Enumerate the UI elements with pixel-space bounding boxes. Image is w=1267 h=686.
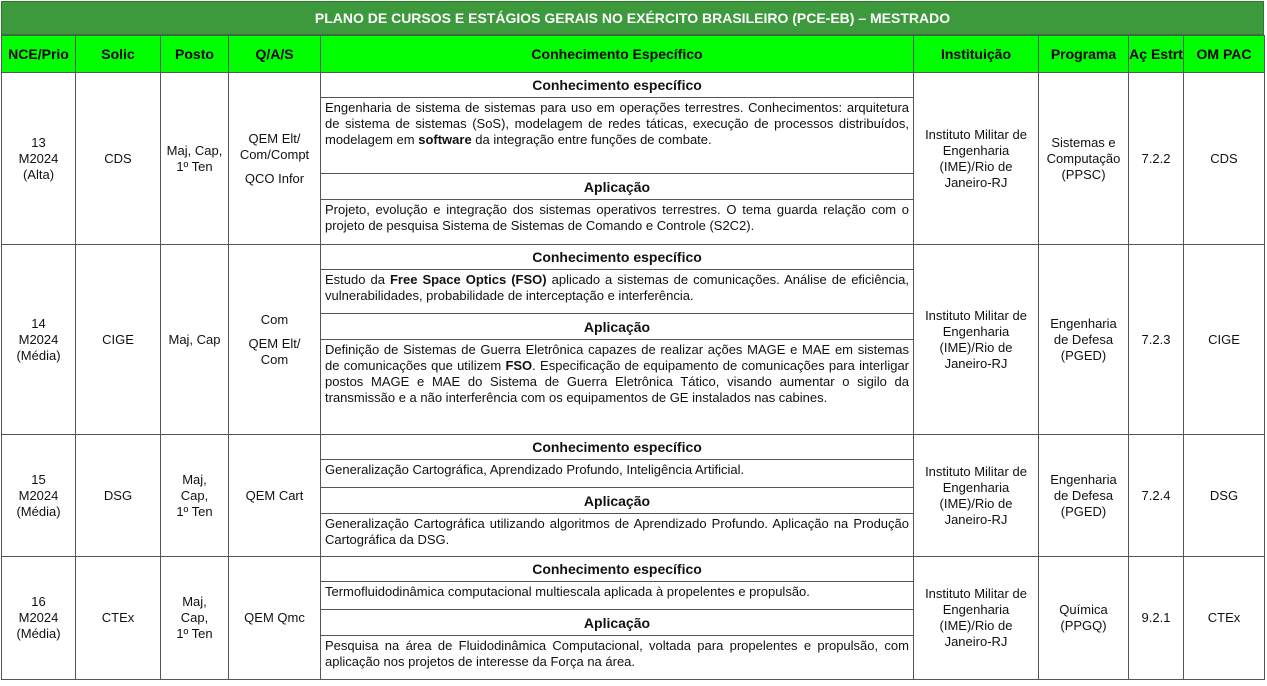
solic-cell: CIGE (76, 245, 161, 435)
knowledge-subheader: Conhecimento específico (321, 435, 913, 460)
knowledge-text: Generalização Cartográfica, Aprendizado Profundo, Inteligência Artificial. (321, 460, 913, 488)
table-row (2, 557, 1265, 680)
knowledge-text: Termofluidodinâmica computacional multiescala aplicada à propelentes e propulsão. (321, 582, 913, 610)
knowledge-subheader: Conhecimento específico (321, 73, 913, 98)
knowledge-subheader: Conhecimento específico (321, 557, 913, 582)
table-row (2, 73, 1265, 245)
application-text: Definição de Sistemas de Guerra Eletrônica capazes de realizar ações MAGE e MAE em sistemas de comunicações que utilizem FSO. Especificação de equipamento de comunicações para interligar postos MAGE e MAE do Sistema de Guerra Eletrônica Tático, visando aumentar o sigilo da transmissão e a não interferência com os equipamentos de GE instalados nas cabines. (325, 342, 909, 405)
om-pac-cell: CDS (1184, 73, 1265, 245)
document-page (1, 1, 1264, 680)
header-qas: Q/A/S (229, 36, 321, 73)
nce-cell: 14 M2024 (Média) (2, 245, 76, 435)
application-subheader: Aplicação (321, 174, 913, 200)
qas-cell: QEM Elt/ Com/Compt QCO Infor (229, 73, 321, 245)
header-om-pac: OM PAC (1184, 36, 1265, 73)
programa-cell: Sistemas e Computação (PPSC) (1039, 73, 1129, 245)
application-text: Generalização Cartográfica utilizando algoritmos de Aprendizado Profundo. Aplicação na Produção Cartográfica da DSG. (325, 516, 909, 547)
qas-cell: Com QEM Elt/ Com (229, 245, 321, 435)
solic-cell: CTEx (76, 557, 161, 680)
om-pac-cell: DSG (1184, 435, 1265, 557)
knowledge-subheader: Conhecimento específico (321, 245, 913, 270)
instituicao-cell: Instituto Militar de Engenharia (IME)/Rio de Janeiro-RJ (914, 435, 1039, 557)
header-ac-estrt: Aç Estrt (1129, 36, 1184, 73)
ac-estrt-cell: 7.2.2 (1129, 73, 1184, 245)
knowledge-text: Estudo da Free Space Optics (FSO) aplicado a sistemas de comunicações. Análise de eficiência, vulnerabilidades, probabilidade de interceptação e interferência. (321, 270, 913, 314)
programa-cell: Engenharia de Defesa (PGED) (1039, 435, 1129, 557)
header-solic: Solic (76, 36, 161, 73)
header-programa: Programa (1039, 36, 1129, 73)
om-pac-cell: CTEx (1184, 557, 1265, 680)
conhecimento-cell (321, 557, 914, 680)
application-subheader: Aplicação (321, 488, 913, 514)
programa-cell: Química (PPGQ) (1039, 557, 1129, 680)
ac-estrt-cell: 9.2.1 (1129, 557, 1184, 680)
application-text: Projeto, evolução e integração dos sistemas operativos terrestres. O tema guarda relação com o projeto de pesquisa Sistema de Sistemas de Comando e Controle (S2C2). (325, 202, 909, 233)
programa-cell: Engenharia de Defesa (PGED) (1039, 245, 1129, 435)
posto-cell: Maj, Cap (161, 245, 229, 435)
conhecimento-cell (321, 245, 914, 435)
ac-estrt-cell: 7.2.3 (1129, 245, 1184, 435)
qas-cell: QEM Qmc (229, 557, 321, 680)
ac-estrt-cell: 7.2.4 (1129, 435, 1184, 557)
application-subheader: Aplicação (321, 610, 913, 636)
posto-cell: Maj, Cap, 1º Ten (161, 557, 229, 680)
nce-cell: 16 M2024 (Média) (2, 557, 76, 680)
application-subheader: Aplicação (321, 314, 913, 340)
application-text: Pesquisa na área de Fluidodinâmica Computacional, voltada para propelentes e propulsão, com aplicação nos projetos de interesse da Força na área. (325, 638, 909, 669)
nce-cell: 13 M2024 (Alta) (2, 73, 76, 245)
header-nce-prio: NCE/Prio (2, 36, 76, 73)
header-instituicao: Instituição (914, 36, 1039, 73)
table-row (2, 245, 1265, 435)
instituicao-cell: Instituto Militar de Engenharia (IME)/Rio de Janeiro-RJ (914, 245, 1039, 435)
document-title: PLANO DE CURSOS E ESTÁGIOS GERAIS NO EXÉRCITO BRASILEIRO (PCE-EB) – MESTRADO (1, 1, 1264, 35)
header-conhecimento: Conhecimento Específico (321, 36, 914, 73)
courses-table (1, 35, 1265, 680)
conhecimento-cell (321, 73, 914, 245)
knowledge-text: Engenharia de sistema de sistemas para uso em operações terrestres. Conhecimentos: arquitetura de sistema de sistemas (SoS), modelagem de redes táticas, execução de processos distribuídos, modelagem em software da integração entre funções de combate. (321, 98, 913, 174)
instituicao-cell: Instituto Militar de Engenharia (IME)/Rio de Janeiro-RJ (914, 557, 1039, 680)
posto-cell: Maj, Cap, 1º Ten (161, 73, 229, 245)
header-row (2, 36, 1265, 73)
posto-cell: Maj, Cap, 1º Ten (161, 435, 229, 557)
header-posto: Posto (161, 36, 229, 73)
instituicao-cell: Instituto Militar de Engenharia (IME)/Rio de Janeiro-RJ (914, 73, 1039, 245)
nce-cell: 15 M2024 (Média) (2, 435, 76, 557)
solic-cell: DSG (76, 435, 161, 557)
qas-cell: QEM Cart (229, 435, 321, 557)
solic-cell: CDS (76, 73, 161, 245)
conhecimento-cell (321, 435, 914, 557)
table-row (2, 435, 1265, 557)
om-pac-cell: CIGE (1184, 245, 1265, 435)
